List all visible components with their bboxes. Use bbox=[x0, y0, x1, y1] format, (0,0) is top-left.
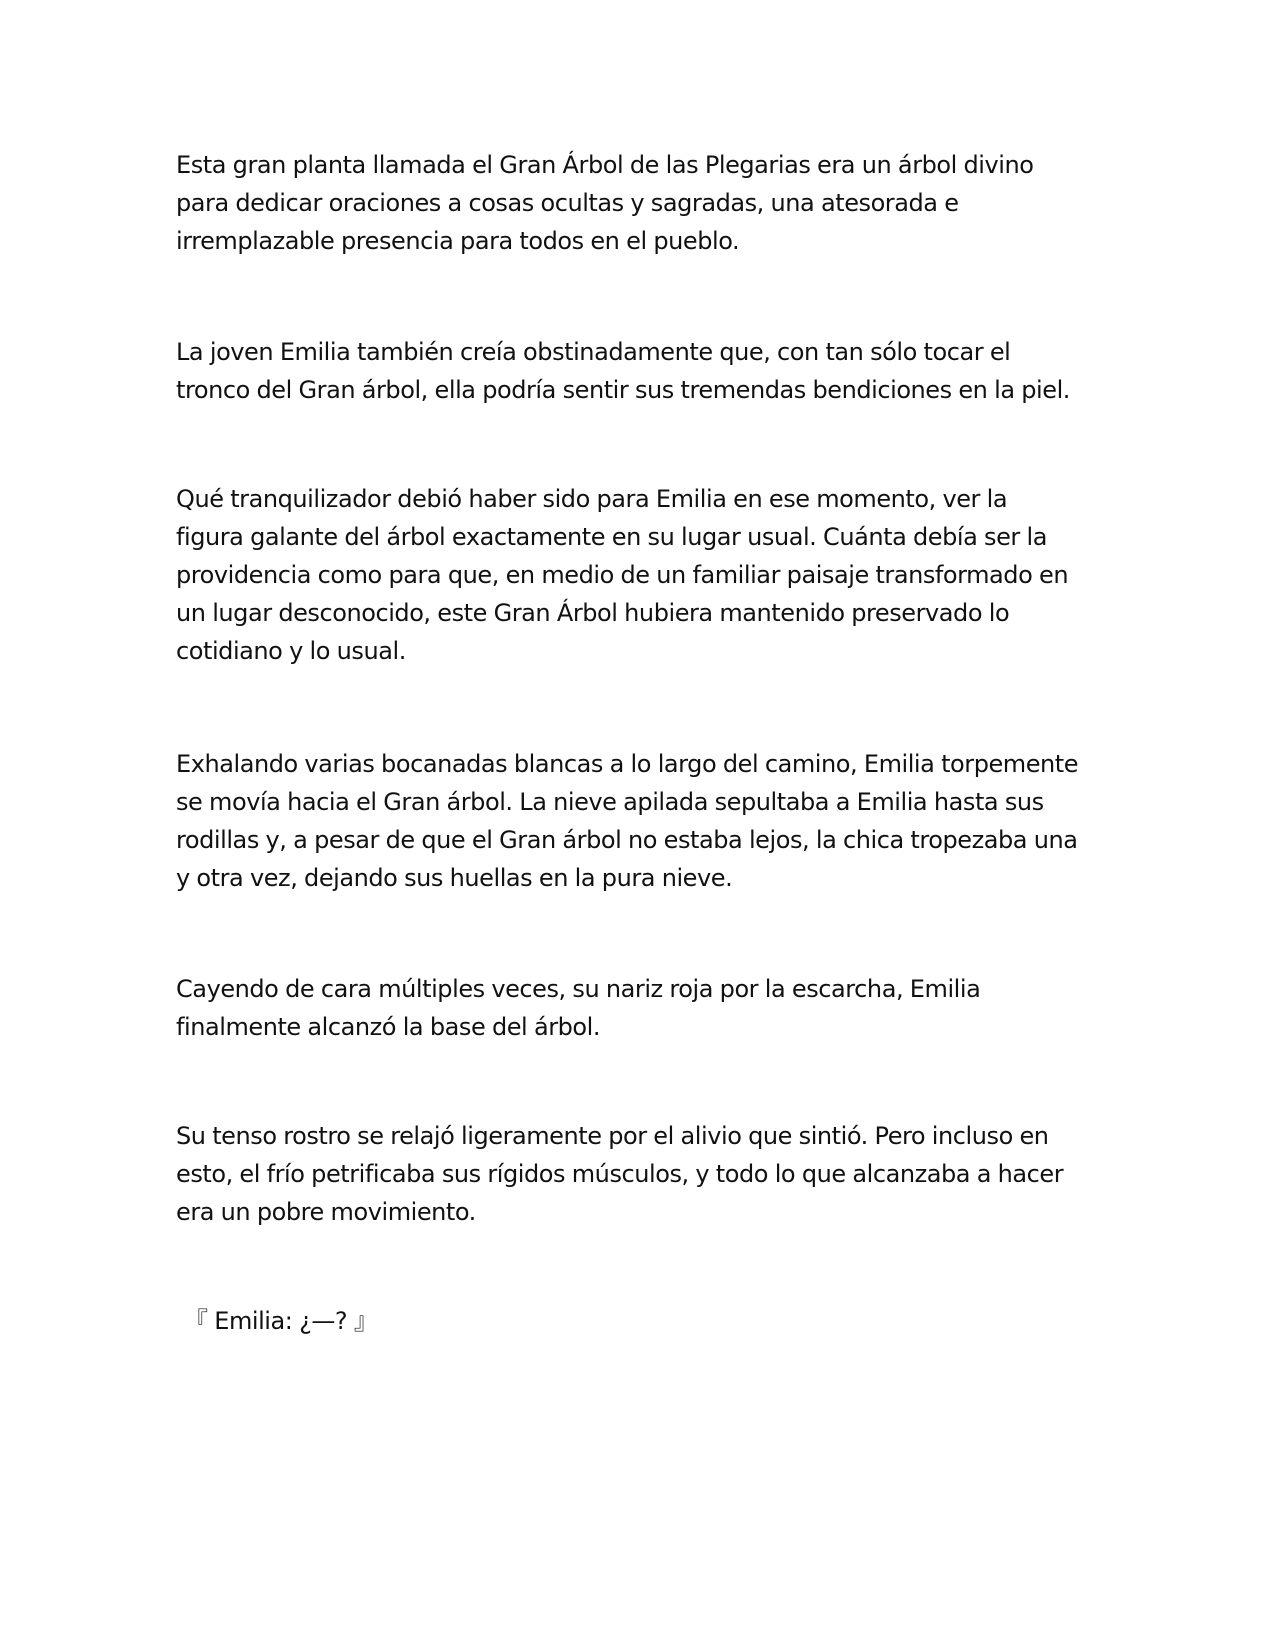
paragraph-line: La joven Emilia también creía obstinadamente que, con tan sólo tocar el bbox=[176, 338, 1011, 366]
paragraph-relief bbox=[176, 1117, 1106, 1231]
paragraph-line: cotidiano y lo usual. bbox=[176, 637, 406, 665]
paragraph-line: finalmente alcanzó la base del árbol. bbox=[176, 1013, 601, 1041]
paragraph-line: esto, el frío petrificaba sus rígidos músculos, y todo lo que alcanzaba a hacer bbox=[176, 1160, 1064, 1188]
paragraph-line: y otra vez, dejando sus huellas en la pura nieve. bbox=[176, 864, 733, 892]
paragraph-line: Exhalando varias bocanadas blancas a lo largo del camino, Emilia torpemente bbox=[176, 750, 1079, 778]
paragraph-line: Qué tranquilizador debió haber sido para Emilia en ese momento, ver la bbox=[176, 485, 1008, 513]
paragraph-reaching-tree bbox=[176, 970, 1106, 1046]
paragraph-reassurance bbox=[176, 480, 1106, 670]
paragraph-walk-through-snow bbox=[176, 745, 1106, 897]
paragraph-line: para dedicar oraciones a cosas ocultas y sagradas, una atesorada e bbox=[176, 189, 959, 217]
paragraph-line: un lugar desconocido, este Gran Árbol hubiera mantenido preservado lo bbox=[176, 599, 1010, 627]
paragraph-line: irremplazable presencia para todos en el pueblo. bbox=[176, 227, 740, 255]
dialogue-text: 『 Emilia: ¿—? 』 bbox=[184, 1307, 378, 1335]
paragraph-emilia-belief bbox=[176, 333, 1106, 409]
paragraph-line: se movía hacia el Gran árbol. La nieve apilada sepultaba a Emilia hasta sus bbox=[176, 788, 1044, 816]
paragraph-line: providencia como para que, en medio de un familiar paisaje transformado en bbox=[176, 561, 1069, 589]
paragraph-line: Esta gran planta llamada el Gran Árbol de las Plegarias era un árbol divino bbox=[176, 151, 1034, 179]
paragraph-line: era un pobre movimiento. bbox=[176, 1198, 476, 1226]
paragraph-line: Cayendo de cara múltiples veces, su nariz roja por la escarcha, Emilia bbox=[176, 975, 981, 1003]
dialogue-line-emilia bbox=[184, 1302, 1114, 1340]
paragraph-line: Su tenso rostro se relajó ligeramente por el alivio que sintió. Pero incluso en bbox=[176, 1122, 1049, 1150]
paragraph-line: tronco del Gran árbol, ella podría sentir sus tremendas bendiciones en la piel. bbox=[176, 376, 1070, 404]
paragraph-line: rodillas y, a pesar de que el Gran árbol no estaba lejos, la chica tropezaba una bbox=[176, 826, 1078, 854]
paragraph-line: figura galante del árbol exactamente en su lugar usual. Cuánta debía ser la bbox=[176, 523, 1047, 551]
paragraph-gran-arbol-description bbox=[176, 146, 1106, 260]
